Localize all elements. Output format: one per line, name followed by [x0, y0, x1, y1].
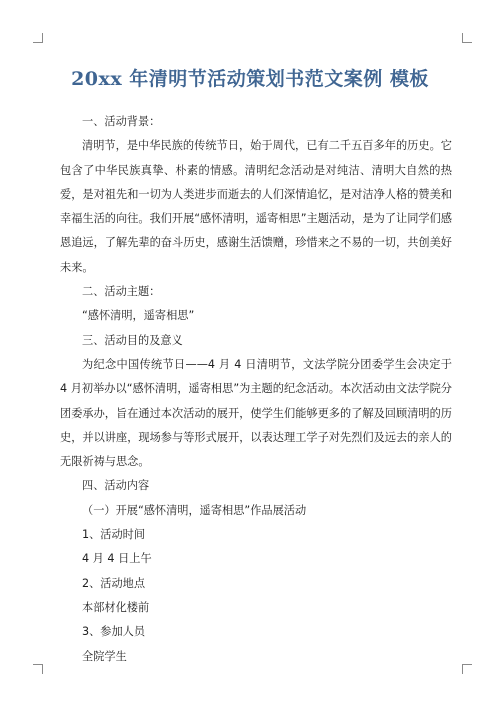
- section-heading-purpose: 三、活动目的及意义: [82, 333, 183, 347]
- item-value-time: 4 月 4 日上午: [82, 552, 152, 566]
- page-corner-mark-bottom-left: [33, 664, 43, 674]
- item-value-participants: 全院学生: [82, 649, 127, 663]
- theme-text: “感怀清明，遥寄相思”: [82, 309, 195, 323]
- item-value-location: 本部材化楼前: [82, 600, 150, 614]
- section-heading-background: 一、活动背景：: [82, 115, 161, 128]
- page-corner-mark-top-left: [33, 33, 43, 43]
- section-heading-content: 四、活动内容: [82, 479, 150, 493]
- page-corner-mark-bottom-right: [462, 664, 472, 674]
- document-title: 20xx 年清明节活动策划书范文案例 模板: [71, 68, 429, 90]
- item-heading-time: 1、活动时间: [82, 528, 146, 542]
- item-heading-participants: 3、参加人员: [82, 625, 146, 639]
- paragraph-background: 清明节，是中华民族的传统节日，始于周代，已有二千五百多年的历史。它包含了中华民族真挚、朴素的情感。清明纪念活动是对纯洁、清明大自然的热爱，是对祖先和一切为人类进步而逝去的人们深情追忆，是对洁净人格的赞美和幸福生活的向往。我们开展“感怀清明，遥寄相思”主题活动，是为了让同学们感恩追远，了解先辈的奋斗历史，感谢生活馈赠，珍惜来之不易的一切，共创美好未来。: [60, 139, 452, 274]
- paragraph-purpose: 为纪念中国传统节日——4 月 4 日清明节，文法学院分团委学生会决定于 4 月初举办以“感怀清明，遥寄相思”为主题的纪念活动。本次活动由文法学院分团委承办，旨在通过本次活动的展开，使学生们能够更多的了解及回顾清明的历史，并以讲座，现场参与等形式展开，以表达理工学子对先烈们及远去的亲人的无限祈祷与思念。: [60, 357, 452, 469]
- page-corner-mark-top-right: [462, 33, 472, 43]
- section-heading-theme: 二、活动主题：: [82, 285, 161, 299]
- item-heading-location: 2、活动地点: [82, 576, 146, 590]
- document-body: [60, 110, 452, 669]
- subsection-heading-exhibition: （一）开展“感怀清明，遥寄相思”作品展活动: [82, 503, 307, 517]
